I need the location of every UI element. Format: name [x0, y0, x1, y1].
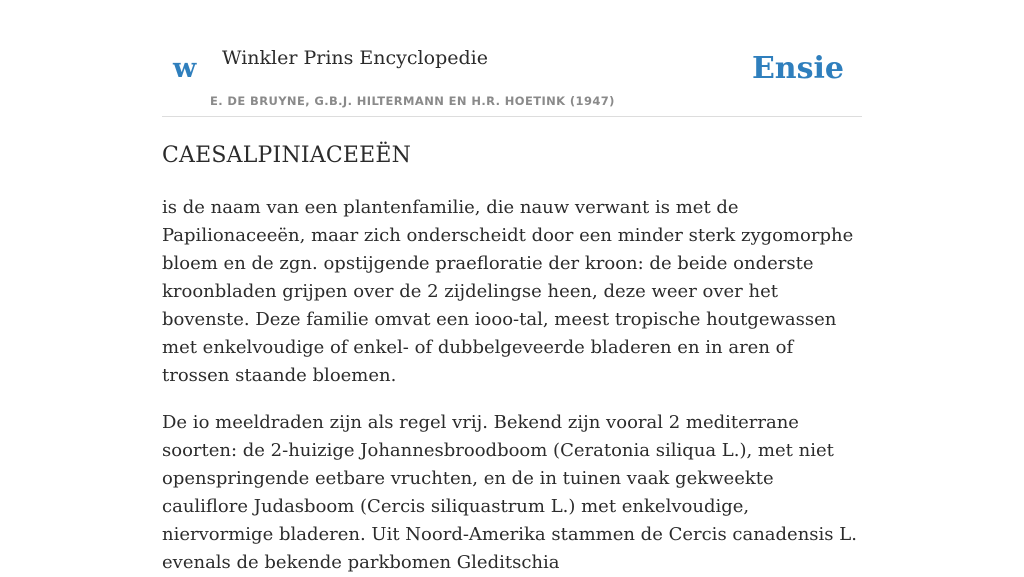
article-paragraph: is de naam van een plantenfamilie, die nauw verwant is met de Papilionaceeën, maar zich onderscheidt door een minder sterk zygomorphe bloem en de zgn. opstijgende praefloratie der kroon: de beide onderste kroonbladen grijpen over de 2 zijdelingse heen, deze weer over het bovenste. Deze familie omvat een iooo-tal, meest tropische houtgewassen met enkelvoudige of enkel- of dubbelgeveerde bladeren en in aren of trossen staande bloemen.: [162, 197, 854, 386]
site-header: [162, 0, 862, 117]
publication-logo[interactable]: w: [173, 53, 197, 84]
article-paragraph: De io meeldraden zijn als regel vrij. Bekend zijn vooral 2 mediterrane soorten: de 2-huizige Johannesbroodboom (Ceratonia siliqua L.), met niet openspringende eetbare vruchten, en de in tuinen vaak gekweekte cauliflore Judasboom (Cercis siliquastrum L.) met enkelvoudige, niervormige bladeren. Uit Noord-Amerika stammen de Cercis canadensis L. evenals de bekende parkbomen Gleditschia: [162, 412, 857, 573]
entry-title: CAESALPINIACEEËN: [162, 143, 412, 168]
brand-logo[interactable]: Ensie: [751, 51, 844, 86]
article: [162, 142, 862, 577]
publication-title[interactable]: Winkler Prins Encyclopedie: [222, 47, 488, 69]
publication-authors: E. DE BRUYNE, G.B.J. HILTERMANN EN H.R. HOETINK (1947): [210, 94, 615, 108]
page: [162, 0, 862, 573]
